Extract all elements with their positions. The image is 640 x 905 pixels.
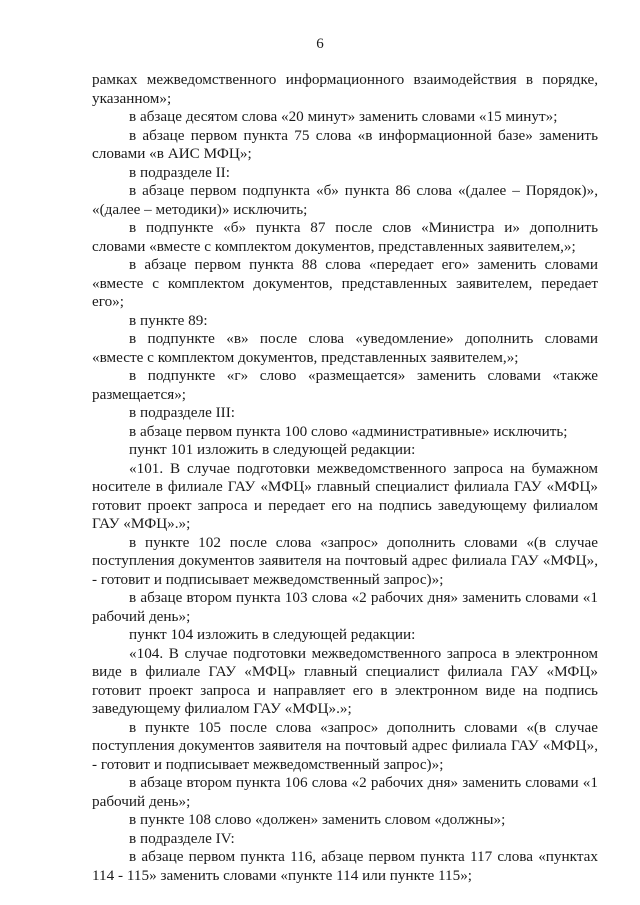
paragraph: в подпункте «б» пункта 87 после слов «Министра и» дополнить словами «вместе с комплектом документов, представленных заявителем,»;	[92, 219, 598, 255]
paragraph: «104. В случае подготовки межведомственного запроса в электронном виде в филиале ГАУ «МФЦ» главный специалист филиала ГАУ «МФЦ» готовит проект запроса и направляет его в электронном виде на подпись заведующему филиалом ГАУ «МФЦ».»;	[92, 644, 598, 717]
paragraph: пункт 104 изложить в следующей редакции:	[129, 626, 416, 643]
paragraph: в подпункте «г» слово «размещается» заменить словами «также размещается»;	[92, 367, 598, 403]
paragraph: рамках межведомственного информационного взаимодействия в порядке, указанном»;	[92, 71, 598, 107]
paragraph: в пункте 89:	[129, 311, 208, 329]
document-body	[92, 71, 598, 885]
paragraph: в абзаце первом подпункта «б» пункта 86 слова «(далее – Порядок)», «(далее – методики)» исключить;	[92, 182, 598, 218]
paragraph: в абзаце первом пункта 100 слово «административные» исключить;	[129, 422, 568, 440]
paragraph: в пункте 108 слово «должен» заменить словом «должны»;	[129, 811, 506, 828]
paragraph: в абзаце первом пункта 116, абзаце первом пункта 117 слова «пунктах 114 - 115» заменить словами «пункте 114 или пункте 115»;	[92, 848, 598, 884]
paragraph: в абзаце втором пункта 103 слова «2 рабочих дня» заменить словами «1 рабочий день»;	[92, 589, 598, 625]
paragraph: в пункте 102 после слова «запрос» дополнить словами «(в случае поступления документов заявителя на почтовый адрес филиала ГАУ «МФЦ», - готовит и подписывает межведомственный запрос)»;	[92, 533, 598, 588]
page-number: 6	[316, 36, 324, 52]
paragraph: в подразделе II:	[129, 163, 230, 181]
paragraph: пункт 101 изложить в следующей редакции:	[129, 441, 416, 458]
paragraph: «101. В случае подготовки межведомственного запроса на бумажном носителе в филиале ГАУ «МФЦ» главный специалист филиала ГАУ «МФЦ» готовит проект запроса и передает его на подпись заведующему филиалом ГАУ «МФЦ».»;	[92, 459, 598, 532]
paragraph: в абзаце втором пункта 106 слова «2 рабочих дня» заменить словами «1 рабочий день»;	[92, 774, 598, 810]
paragraph: в подразделе IV:	[129, 829, 235, 847]
paragraph: в подразделе III:	[129, 404, 236, 421]
paragraph: в абзаце первом пункта 75 слова «в информационной базе» заменить словами «в АИС МФЦ»;	[92, 126, 598, 162]
paragraph: в абзаце первом пункта 88 слова «передает его» заменить словами «вместе с комплектом документов, представленных заявителем, передает его»;	[92, 256, 598, 310]
paragraph: в абзаце десятом слова «20 минут» заменить словами «15 минут»;	[129, 108, 558, 125]
paragraph: в пункте 105 после слова «запрос» дополнить словами «(в случае поступления документов заявителя на почтовый адрес филиала ГАУ «МФЦ», - готовит и подписывает межведомственный запрос)»;	[92, 718, 598, 773]
paragraph: в подпункте «в» после слова «уведомление» дополнить словами «вместе с комплектом документов, представленных заявителем,»;	[92, 330, 598, 366]
